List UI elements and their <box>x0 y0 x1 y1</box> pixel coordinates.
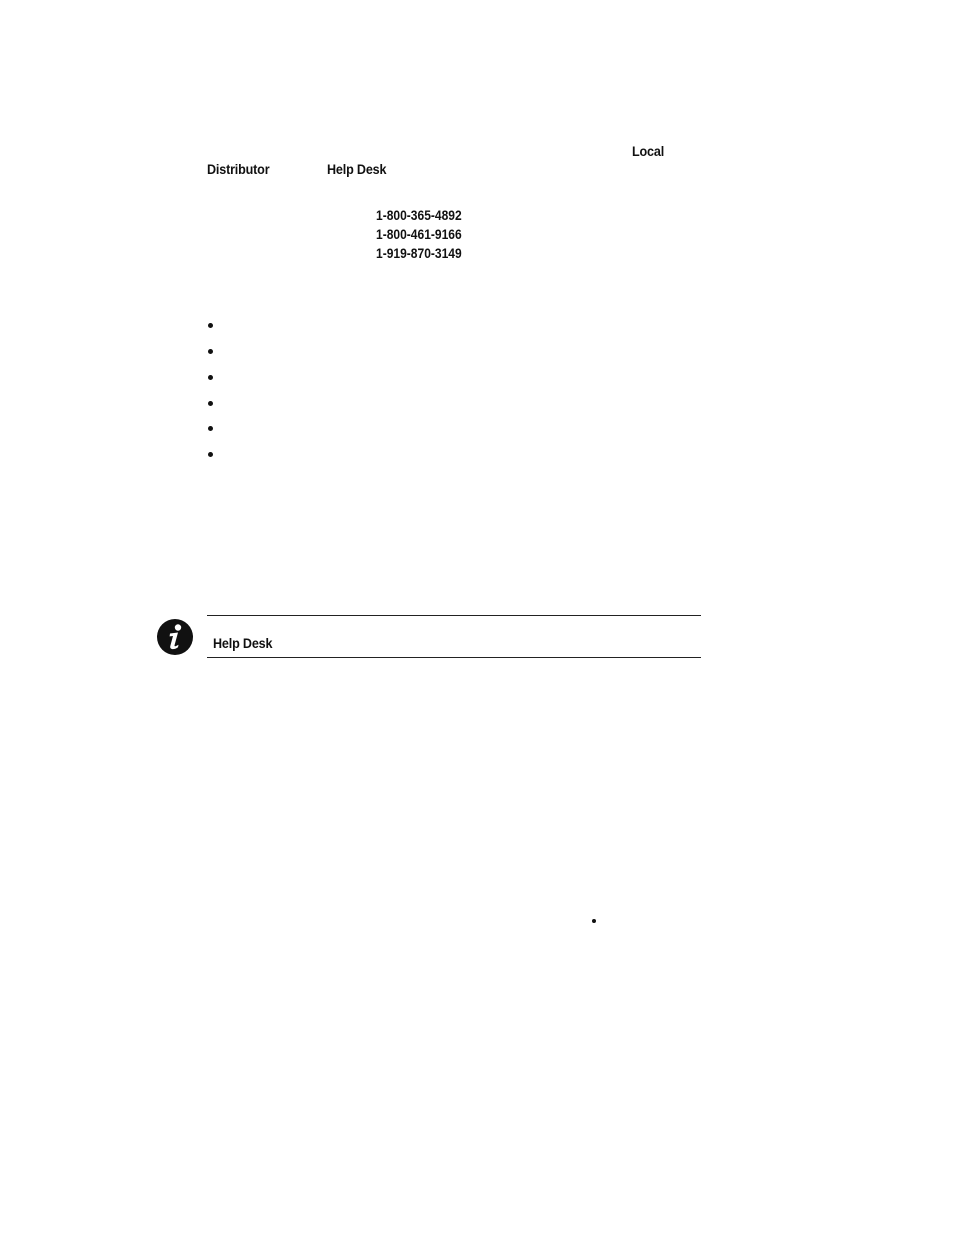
info-icon <box>155 617 195 657</box>
label-help-desk: Help Desk <box>327 161 387 177</box>
phone-number: 1-919-870-3149 <box>376 245 462 261</box>
bullet-marker <box>208 452 213 457</box>
bullet-marker <box>208 375 213 380</box>
bullet-marker <box>592 919 596 923</box>
phone-number: 1-800-461-9166 <box>376 226 462 242</box>
bullet-marker <box>208 401 213 406</box>
bullet-marker <box>208 323 213 328</box>
note-text: Help Desk <box>213 635 273 651</box>
note-top-rule <box>207 615 701 616</box>
label-local: Local <box>632 143 665 159</box>
bullet-marker <box>208 426 213 431</box>
bullet-marker <box>208 349 213 354</box>
note-bottom-rule <box>207 657 701 658</box>
phone-number: 1-800-365-4892 <box>376 207 462 223</box>
label-distributor: Distributor <box>207 161 270 177</box>
